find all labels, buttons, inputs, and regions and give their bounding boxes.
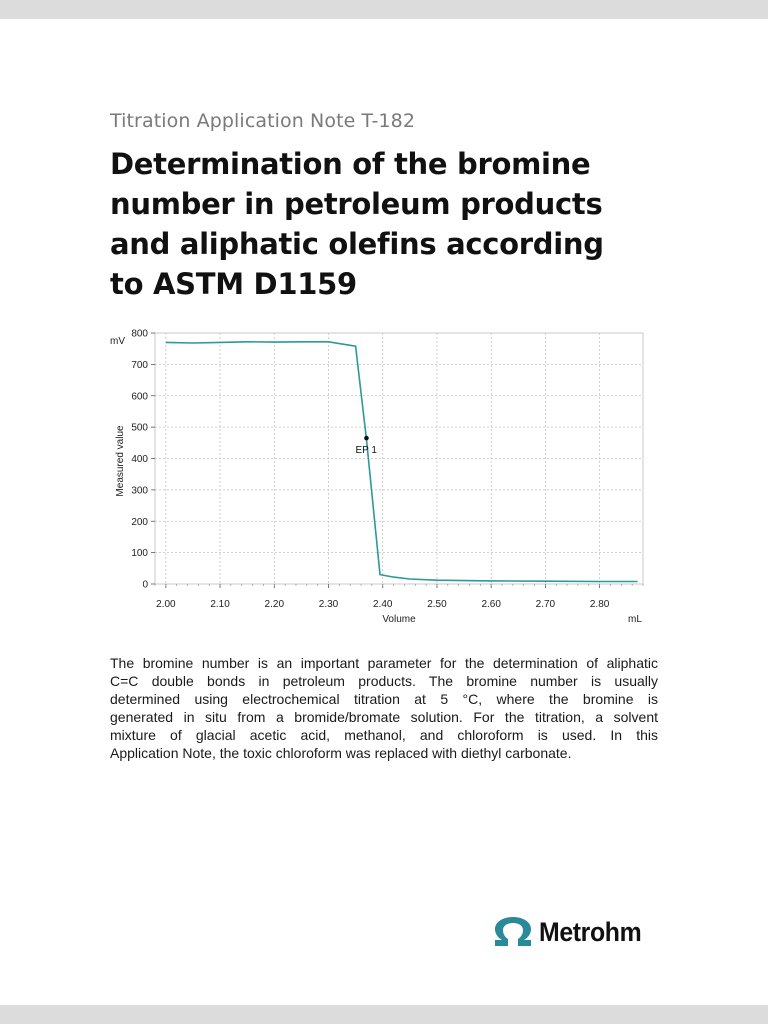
body-line: mixture of glacial acetic acid, methanol, and chloroform is used. In this [110,727,658,743]
annotations [355,436,377,456]
y-tick-label: 400 [131,454,148,465]
title-line: and aliphatic olefins according [110,227,604,261]
y-tick-label: 600 [131,391,148,403]
x-tick-label: 2.80 [589,599,610,610]
body-line: Application Note, the toxic chloroform was replaced with diethyl carbonate. [110,745,572,761]
logo-wordmark: Metrohm [539,916,642,947]
body-paragraph [110,654,658,762]
top-band [0,0,768,19]
x-tick-label: 2.10 [210,599,230,610]
x-axis-ticks [155,584,643,610]
bottom-band [0,1005,768,1024]
x-unit-label: mL [628,614,642,625]
metrohm-logo [493,914,663,950]
endpoint-label: EP 1 [355,445,377,457]
body-line: generated in situ from a bromide/bromate solution. For the titration, a solvent [110,709,658,725]
y-tick-label: 800 [131,328,148,340]
body-line: C=C double bonds in petroleum products. The bromine number is usually [110,673,658,689]
body-line: The bromine number is an important parameter for the determination of aliphatic [110,655,658,671]
x-tick-label: 2.50 [427,599,447,610]
title-line: number in petroleum products [110,187,603,221]
document-subtitle: Titration Application Note T-182 [110,110,416,132]
title-line: Determination of the bromine [110,147,591,181]
y-tick-label: 500 [131,422,148,434]
y-tick-label: 100 [131,548,148,560]
y-tick-label: 300 [131,485,148,497]
y-tick-label: 200 [131,516,148,528]
grid [155,333,643,584]
x-tick-label: 2.00 [156,599,176,610]
x-tick-label: 2.30 [318,599,339,610]
y-axis-ticks [131,329,155,591]
endpoint-marker [364,436,369,441]
body-line: determined using electrochemical titration at 5 °C, where the bromine is [110,691,658,707]
x-tick-label: 2.20 [264,599,285,610]
y-unit-label: mV [110,336,125,347]
x-tick-label: 2.70 [535,599,556,610]
series-line [166,342,638,582]
titration-curve-chart [100,322,660,632]
y-tick-label: 0 [142,579,148,591]
metrohm-omega-icon [493,916,533,948]
chart-svg [100,322,660,632]
x-tick-label: 2.60 [481,599,501,610]
title-line: to ASTM D1159 [110,267,357,301]
x-axis-label: Volume [382,614,416,625]
y-axis-label: Measured value [115,425,126,497]
x-tick-label: 2.40 [372,599,393,610]
y-tick-label: 700 [131,359,148,371]
document-title [110,144,670,304]
